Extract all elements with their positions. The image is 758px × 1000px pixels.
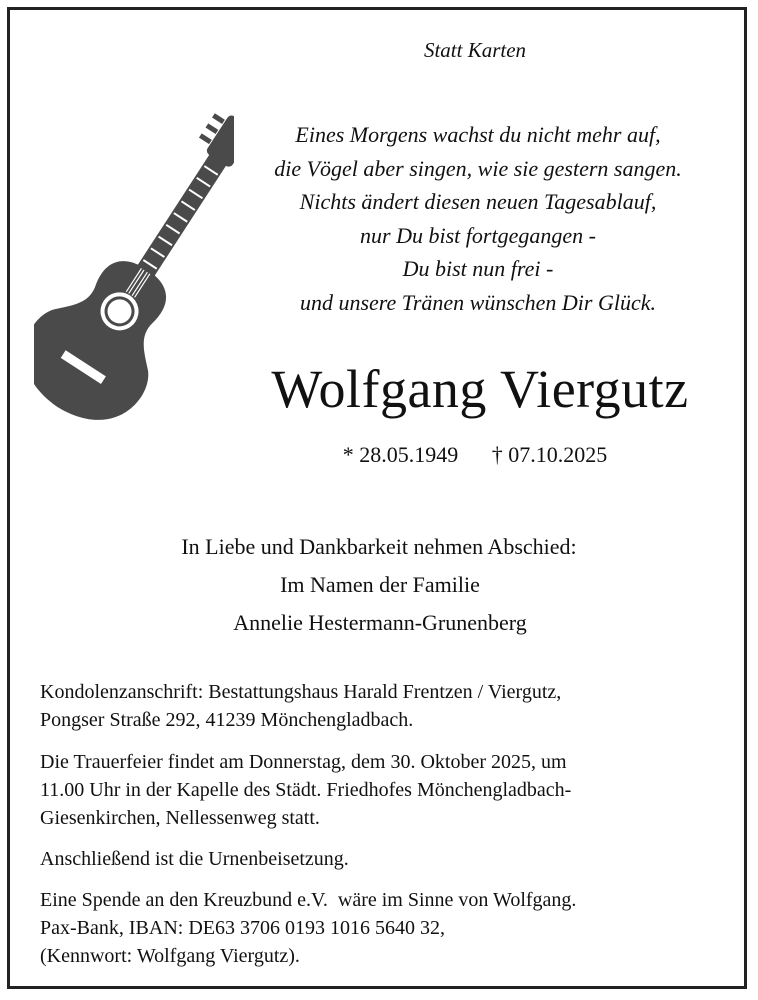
deceased-name: Wolfgang Viergutz xyxy=(271,359,689,419)
life-dates xyxy=(260,442,690,468)
poem-line: Eines Morgens wachst du nicht mehr auf, xyxy=(295,122,661,147)
condolence-address xyxy=(40,678,720,734)
poem-line: und unsere Tränen wünschen Dir Glück. xyxy=(299,289,657,315)
poem-line: Du bist nun frei - xyxy=(402,256,554,281)
farewell-family: Im Namen der Familie xyxy=(280,572,480,597)
funeral-line: Giesenkirchen, Nellessenweg statt. xyxy=(40,807,320,829)
condolence-line: Kondolenzanschrift: Bestattungshaus Harald Frentzen / Viergutz, xyxy=(40,681,562,703)
condolence-line: Pongser Straße 292, 41239 Mönchengladbach. xyxy=(40,709,414,731)
funeral-line: Die Trauerfeier findet am Donnerstag, dem 30. Oktober 2025, um xyxy=(40,751,567,773)
donation-info xyxy=(40,886,720,970)
farewell-intro: In Liebe und Dankbarkeit nehmen Abschied: xyxy=(181,534,577,559)
donation-line: Pax-Bank, IBAN: DE63 3706 0193 1016 5640 32, xyxy=(40,917,445,939)
poem-line: die Vögel aber singen, wie sie gestern sangen. xyxy=(274,155,682,181)
header-statt-karten: Statt Karten xyxy=(423,38,527,62)
poem-line: nur Du bist fortgegangen - xyxy=(360,222,596,248)
funeral-info xyxy=(40,748,720,832)
burial-line: Anschließend ist die Urnenbeisetzung. xyxy=(40,848,349,870)
donation-line: (Kennwort: Wolfgang Viergutz). xyxy=(40,945,300,967)
birth-date: * 28.05.1949 xyxy=(342,442,459,467)
burial-info xyxy=(40,845,720,873)
poem xyxy=(228,118,728,319)
donation-line: Eine Spende an den Kreuzbund e.V. wäre im Sinne von Wolfgang. xyxy=(40,889,577,911)
farewell-mourner: Annelie Hestermann-Grunenberg xyxy=(233,610,527,635)
death-date: † 07.10.2025 xyxy=(491,442,608,467)
guitar-icon xyxy=(34,100,234,440)
poem-line: Nichts ändert diesen neuen Tagesablauf, xyxy=(299,189,657,214)
funeral-line: 11.00 Uhr in der Kapelle des Städt. Friedhofes Mönchengladbach- xyxy=(40,779,572,801)
